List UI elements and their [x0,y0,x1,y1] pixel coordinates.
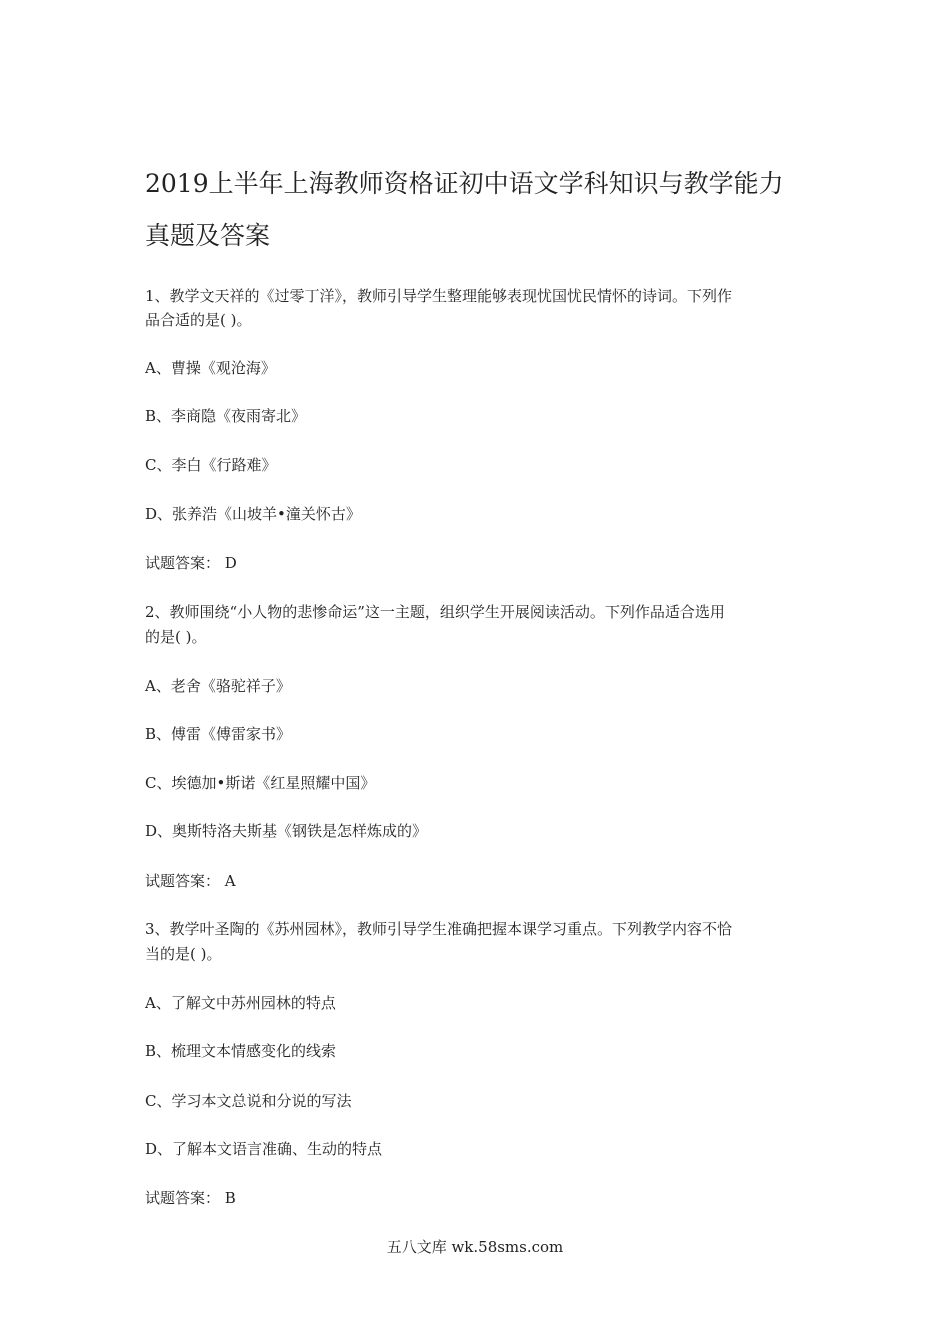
question-1-option-b: B、李商隐《夜雨寄北》 [145,407,307,425]
question-3-option-c: C、学习本文总说和分说的写法 [145,1092,352,1110]
question-3-option-d: D、了解本文语言准确、生动的特点 [145,1140,383,1158]
question-2-option-c: C、埃德加•斯诺《红星照耀中国》 [145,774,376,792]
question-2-option-b: B、傅雷《傅雷家书》 [145,725,292,743]
question-2-option-a: A、老舍《骆驼祥子》 [145,677,291,695]
question-1-stem-line-2: 品合适的是( )。 [145,311,252,329]
question-3-stem-line-1: 3、教学叶圣陶的《苏州园林》，教师引导学生准确把握本课学习重点。下列教学内容不恰 [145,920,733,938]
document-title-line-1: 2019上半年上海教师资格证初中语文学科知识与教学能力 [145,169,784,198]
question-2-stem-line-1: 2、教师围绕“小人物的悲惨命运”这一主题，组织学生开展阅读活动。下列作品适合选用 [145,603,725,621]
document-title-line-2: 真题及答案 [145,221,271,250]
question-3-stem-line-2: 当的是( )。 [145,945,222,963]
question-3-answer: 试题答案： B [145,1189,236,1207]
question-1-answer: 试题答案： D [145,554,237,572]
question-1-option-c: C、李白《行路难》 [145,456,277,474]
question-2-stem-line-2: 的是( )。 [145,628,207,646]
question-1-option-d: D、张养浩《山坡羊•潼关怀古》 [145,505,361,523]
question-1-option-a: A、曹操《观沧海》 [145,359,276,377]
question-2-option-d: D、奥斯特洛夫斯基《钢铁是怎样炼成的》 [145,822,428,840]
question-3-option-a: A、了解文中苏州园林的特点 [145,994,336,1012]
page-footer: 五八文库 wk.58sms.com [386,1238,564,1256]
question-2-answer: 试题答案： A [145,872,236,890]
question-3-option-b: B、梳理文本情感变化的线索 [145,1042,337,1060]
question-1-stem-line-1: 1、教学文天祥的《过零丁洋》，教师引导学生整理能够表现忧国忧民情怀的诗词。下列作 [145,287,733,305]
